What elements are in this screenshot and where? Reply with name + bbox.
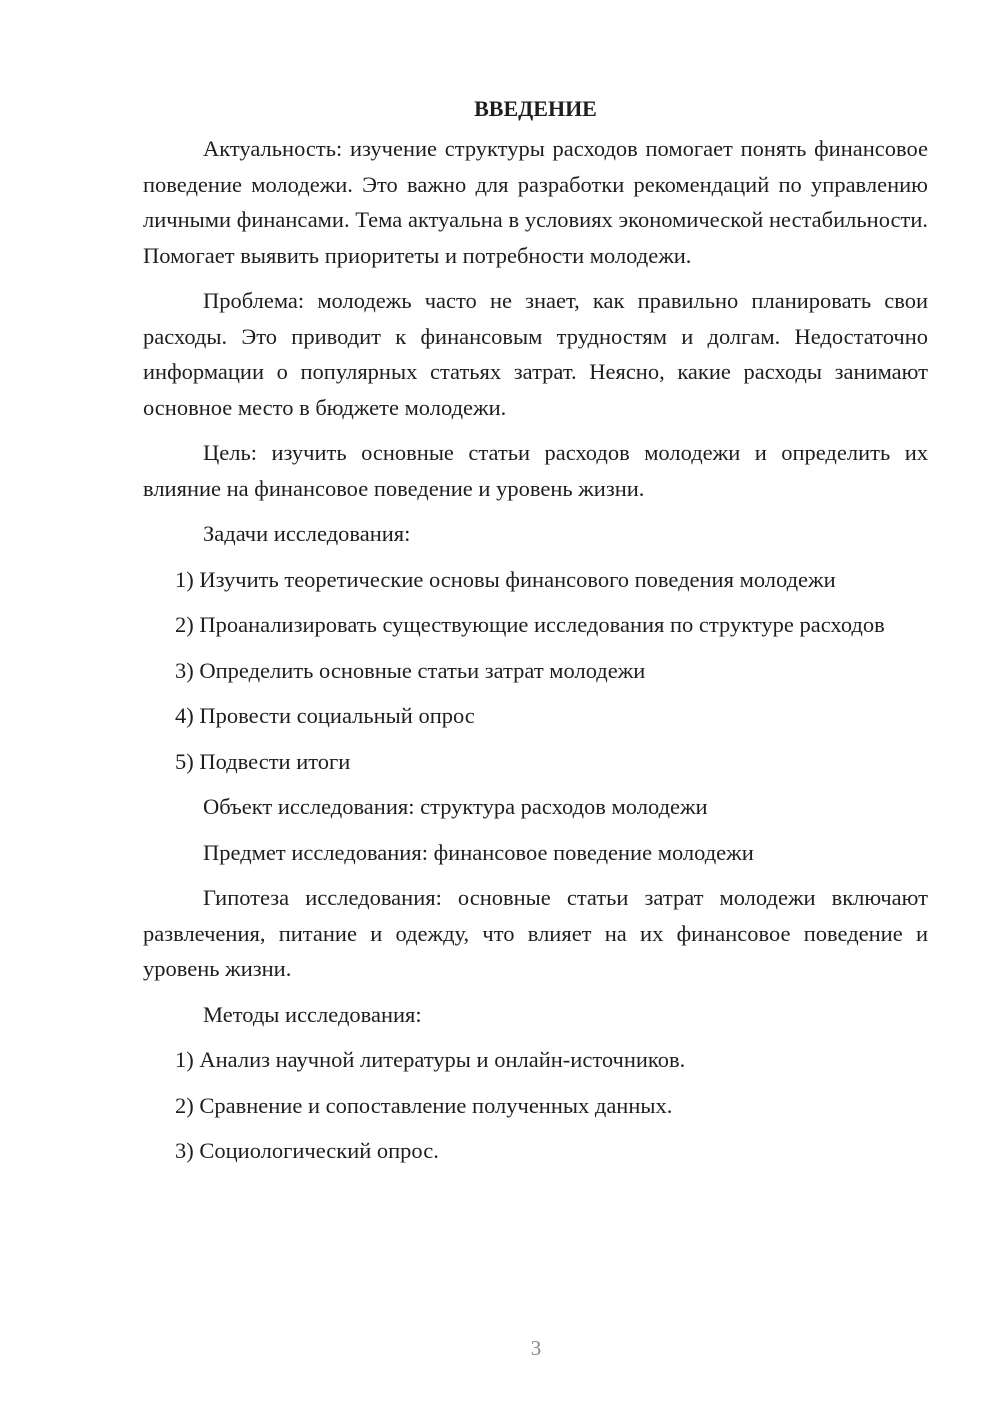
relevance-paragraph: Актуальность: изучение структуры расходов помогает понять финансовое поведение молодежи. Это важно для разработки рекомендаций по управлению личными финансами. Тема актуальна в условиях экономической нестабильности. Помогает выявить приоритеты и потребности молодежи. [143,136,928,268]
method-item-2: 2) Сравнение и сопоставление полученных данных. [175,1092,673,1118]
page-title: ВВЕДЕНИЕ [474,96,597,121]
task-item-1: 1) Изучить теоретические основы финансового поведения молодежи [175,566,836,592]
methods-list [143,1042,928,1169]
tasks-heading: Задачи исследования: [203,521,411,546]
hypothesis-paragraph: Гипотеза исследования: основные статьи затрат молодежи включают развлечения, питание и одежду, что влияет на их финансовое поведение и уровень жизни. [143,885,928,981]
goal-paragraph: Цель: изучить основные статьи расходов молодежи и определить их влияние на финансовое поведение и уровень жизни. [143,440,928,501]
task-item-2: 2) Проанализировать существующие исследования по структуре расходов [175,612,885,637]
research-object: Объект исследования: структура расходов молодежи [203,794,708,819]
problem-paragraph: Проблема: молодежь часто не знает, как правильно планировать свои расходы. Это приводит к финансовым трудностям и долгам. Недостаточно информации о популярных статьях затрат. Неясно, какие расходы занимают основное место в бюджете молодежи. [143,288,928,420]
tasks-list [143,562,928,780]
research-subject: Предмет исследования: финансовое поведение молодежи [203,839,754,865]
document-body [143,92,928,1179]
method-item-3: 3) Социологический опрос. [175,1138,439,1163]
task-item-4: 4) Провести социальный опрос [175,703,475,728]
methods-heading: Методы исследования: [203,1001,422,1027]
method-item-1: 1) Анализ научной литературы и онлайн-источников. [175,1047,686,1072]
task-item-5: 5) Подвести итоги [175,748,351,774]
task-item-3: 3) Определить основные статьи затрат молодежи [175,657,646,683]
page-number: 3 [530,1336,542,1360]
